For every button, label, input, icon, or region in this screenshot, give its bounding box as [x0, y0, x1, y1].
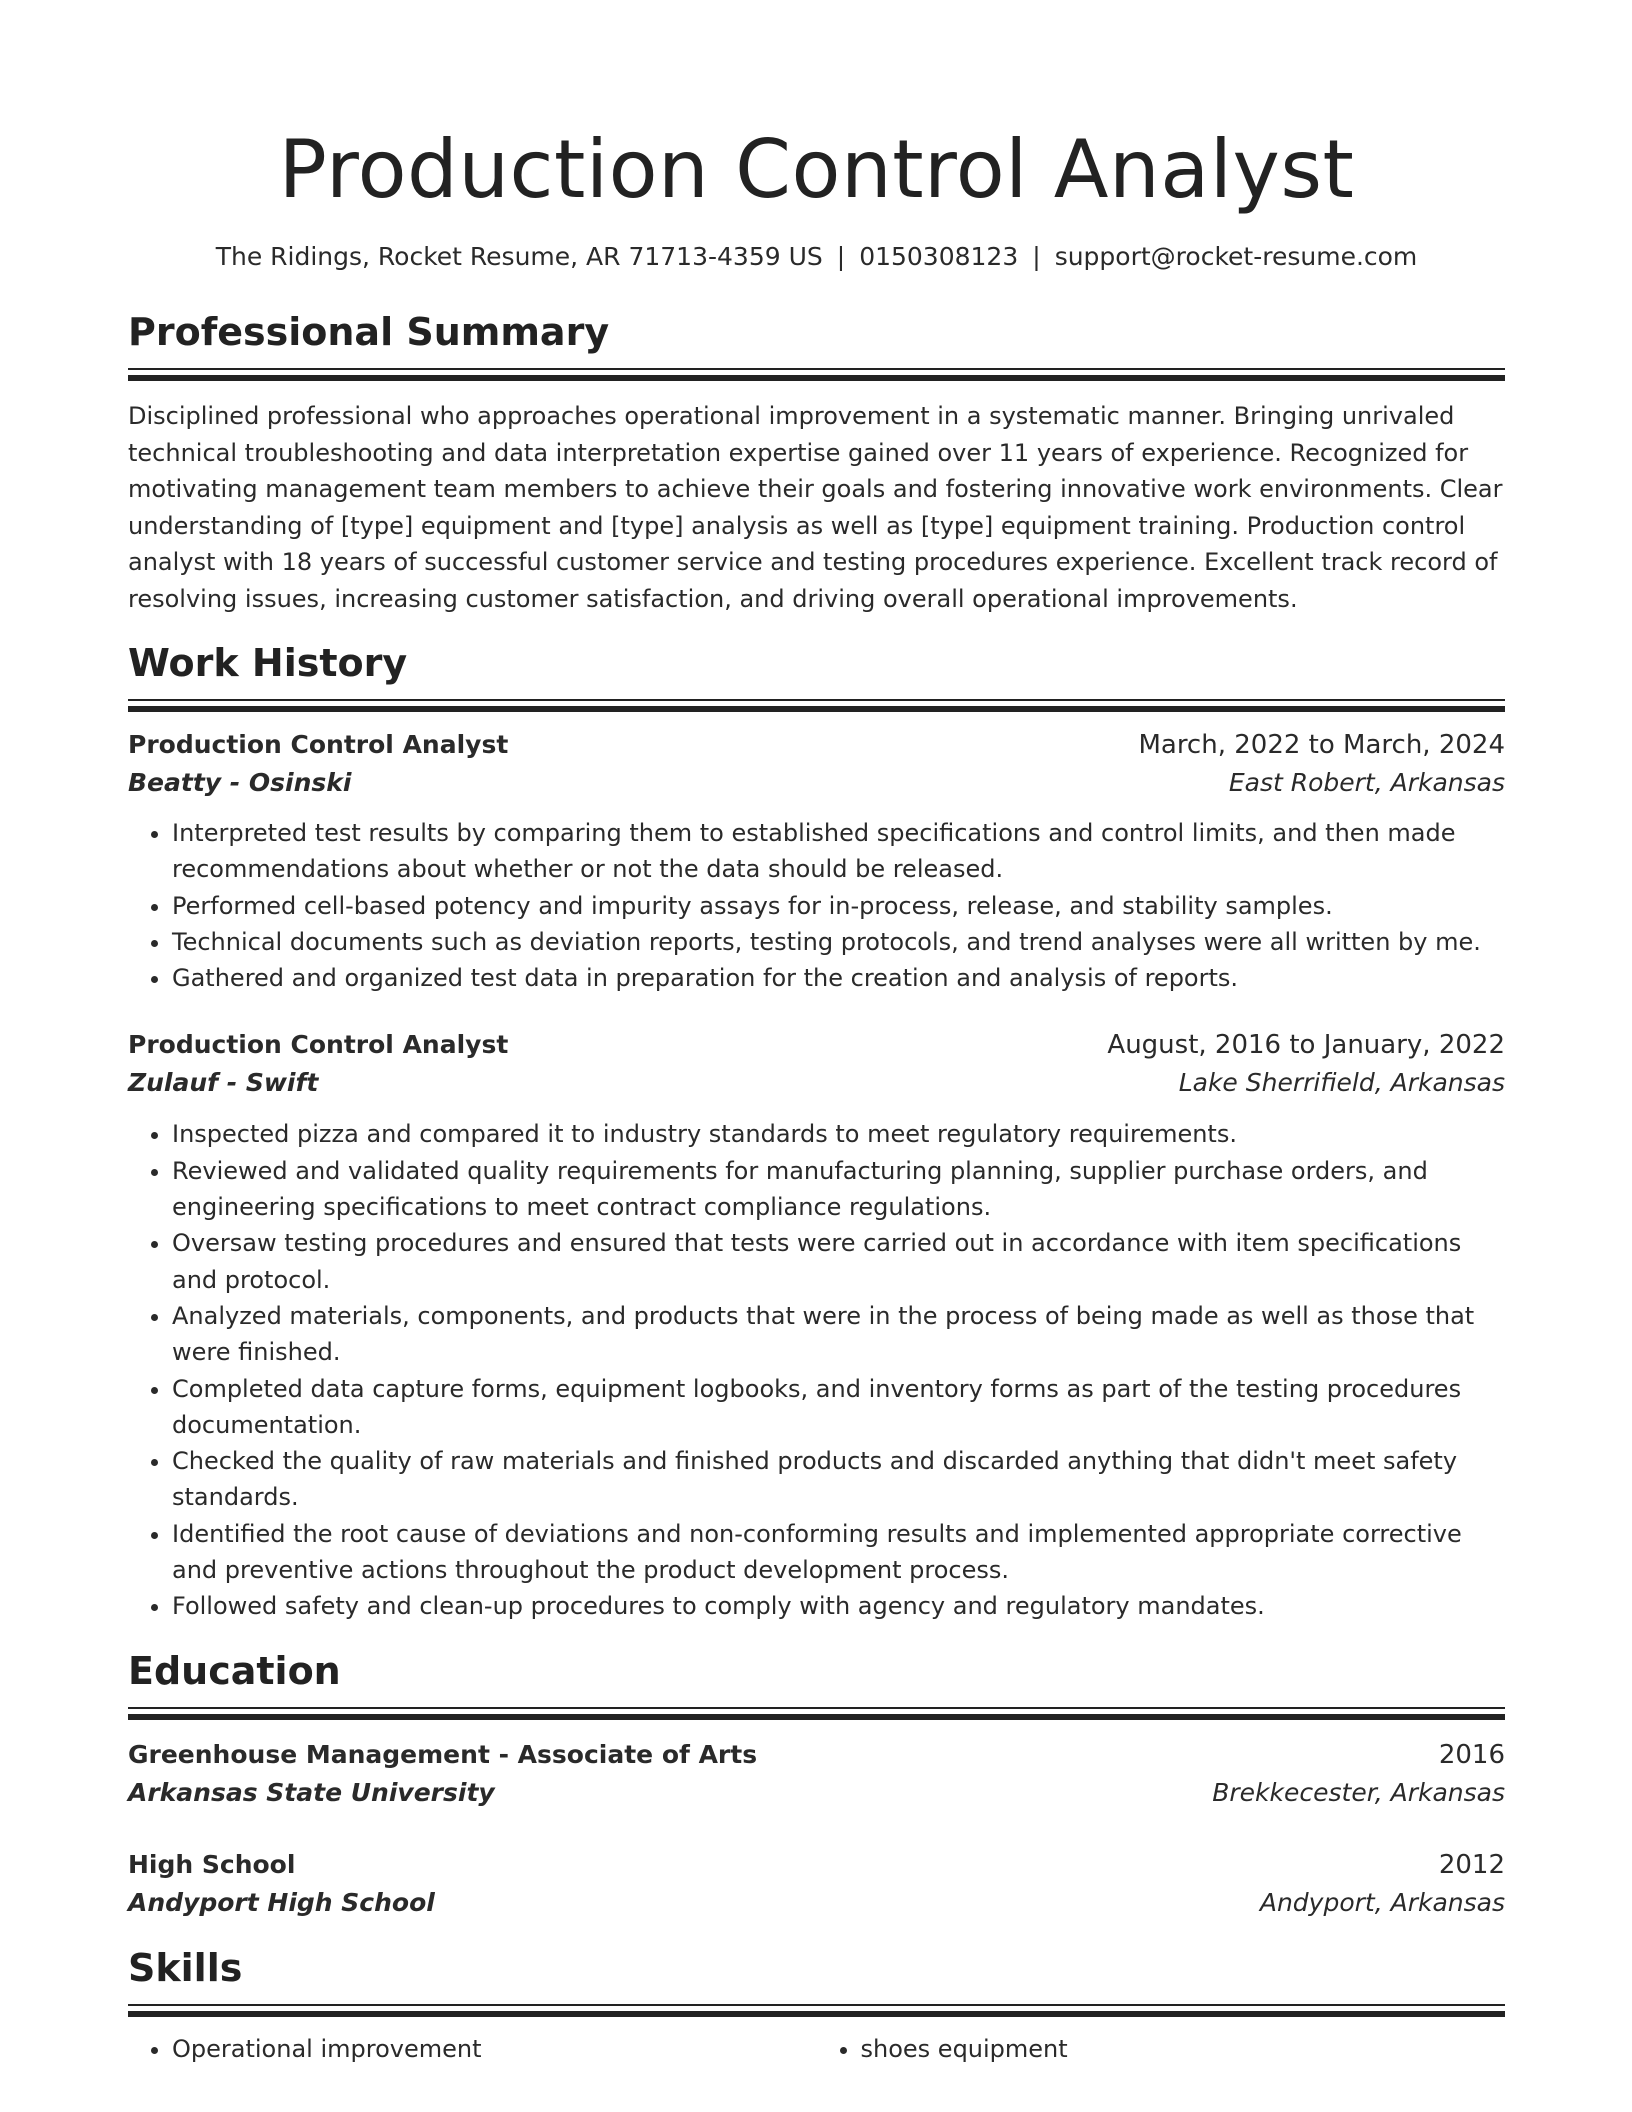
graduation-year: 2012	[1438, 1849, 1505, 1880]
education-subheader	[128, 1884, 1505, 1922]
job-dates: March, 2022 to March, 2024	[1138, 730, 1505, 760]
section-divider	[128, 1714, 1505, 1720]
education-entry	[128, 1846, 1505, 1922]
skills-list-left	[128, 2031, 817, 2067]
list-item: • Completed data capture forms, equipment logbooks, and inventory forms as part of the testing procedures documentation.	[172, 1371, 1505, 1444]
section-divider	[128, 375, 1505, 381]
section-title-summary: Professional Summary	[128, 310, 610, 354]
contact-address: The Ridings, Rocket Resume, AR 71713-4359 US	[215, 242, 823, 271]
skills-section	[128, 1944, 1505, 2067]
skills-columns	[128, 2031, 1505, 2067]
list-item: • Oversaw testing procedures and ensured that tests were carried out in accordance with item specifications and protocol.	[172, 1225, 1505, 1298]
job-dates: August, 2016 to January, 2022	[1107, 1030, 1505, 1061]
list-item: • Interpreted test results by comparing them to established specifications and control limits, and then made recommendations about whether or not the data should be released.	[172, 815, 1505, 888]
contact-separator: |	[1032, 242, 1041, 271]
work-history-section	[128, 639, 1505, 1625]
list-item: • Inspected pizza and compared it to industry standards to meet regulatory requirements.	[172, 1116, 1505, 1152]
degree-name: Greenhouse Management - Associate of Arts	[128, 1739, 758, 1769]
skills-list-right	[817, 2031, 1506, 2067]
school-location: Andyport, Arkansas	[1259, 1887, 1505, 1917]
section-divider	[128, 368, 1505, 370]
job-subheader	[128, 764, 1505, 802]
section-divider	[128, 706, 1505, 712]
education-header	[128, 1846, 1505, 1884]
job-header	[128, 1026, 1505, 1064]
job-title: Production Control Analyst	[128, 1030, 509, 1060]
list-item: • Performed cell-based potency and impurity assays for in-process, release, and stability samples.	[172, 888, 1505, 924]
education-section	[128, 1647, 1505, 1922]
job-location: Lake Sherrifield, Arkansas	[1178, 1068, 1505, 1098]
section-divider	[128, 2011, 1505, 2017]
graduation-year: 2016	[1438, 1739, 1505, 1770]
list-item: • Checked the quality of raw materials and finished products and discarded anything that didn't meet safety standards.	[172, 1443, 1505, 1516]
contact-email: support@rocket-resume.com	[1054, 242, 1418, 271]
section-divider	[128, 2004, 1505, 2006]
job-entry	[128, 726, 1505, 996]
contact-line	[128, 240, 1505, 274]
job-header	[128, 726, 1505, 764]
job-title: Production Control Analyst	[128, 730, 509, 759]
list-item: • Followed safety and clean-up procedures to comply with agency and regulatory mandates.	[172, 1588, 1505, 1624]
skill-item: • shoes equipment	[861, 2031, 1506, 2067]
section-divider	[128, 1707, 1505, 1709]
list-item: • Identified the root cause of deviations and non-conforming results and implemented appropriate corrective and preventive actions throughout the product development process.	[172, 1516, 1505, 1589]
degree-name: High School	[128, 1849, 296, 1879]
list-item: • Technical documents such as deviation reports, testing protocols, and trend analyses were all written by me.	[172, 924, 1505, 960]
job-location: East Robert, Arkansas	[1228, 768, 1505, 797]
resume-page	[128, 0, 1505, 2067]
skill-item: • Operational improvement	[172, 2031, 817, 2067]
section-divider	[128, 699, 1505, 701]
employer-name: Beatty - Osinski	[128, 768, 352, 797]
summary-section	[128, 308, 1505, 617]
school-name: Arkansas State University	[128, 1777, 495, 1807]
education-header	[128, 1736, 1505, 1774]
school-name: Andyport High School	[128, 1887, 435, 1917]
section-title-education: Education	[128, 1648, 341, 1693]
contact-phone: 0150308123	[859, 242, 1019, 271]
summary-text: Disciplined professional who approaches operational improvement in a systematic manner. Bringing unrivaled technical troubleshooting and data interpretation expertise gained over 11 years of experience. Recognized for motivating management team members to achieve their goals and fostering innovative work environments. Clear understanding of [type] equipment and [type] analysis as well as [type] equipment training. Production control analyst with 18 years of successful customer service and testing procedures experience. Excellent track record of resolving issues, increasing customer satisfaction, and driving overall operational improvements.	[128, 402, 1503, 613]
employer-name: Zulauf - Swift	[128, 1068, 319, 1098]
section-title-work-history: Work History	[128, 641, 408, 685]
job-entry	[128, 1026, 1505, 1624]
education-subheader	[128, 1774, 1505, 1812]
job-bullets	[128, 1116, 1505, 1624]
education-entry	[128, 1736, 1505, 1812]
school-location: Brekkecester, Arkansas	[1212, 1777, 1505, 1807]
job-bullets	[128, 815, 1505, 996]
section-title-skills: Skills	[128, 1945, 243, 1990]
job-subheader	[128, 1064, 1505, 1102]
list-item: • Analyzed materials, components, and products that were in the process of being made as well as those that were finished.	[172, 1298, 1505, 1371]
list-item: • Reviewed and validated quality requirements for manufacturing planning, supplier purchase orders, and engineering specifications to meet contract compliance regulations.	[172, 1153, 1505, 1226]
list-item: • Gathered and organized test data in preparation for the creation and analysis of reports.	[172, 960, 1505, 996]
contact-separator: |	[836, 242, 846, 271]
resume-name: Production Control Analyst	[278, 123, 1355, 216]
